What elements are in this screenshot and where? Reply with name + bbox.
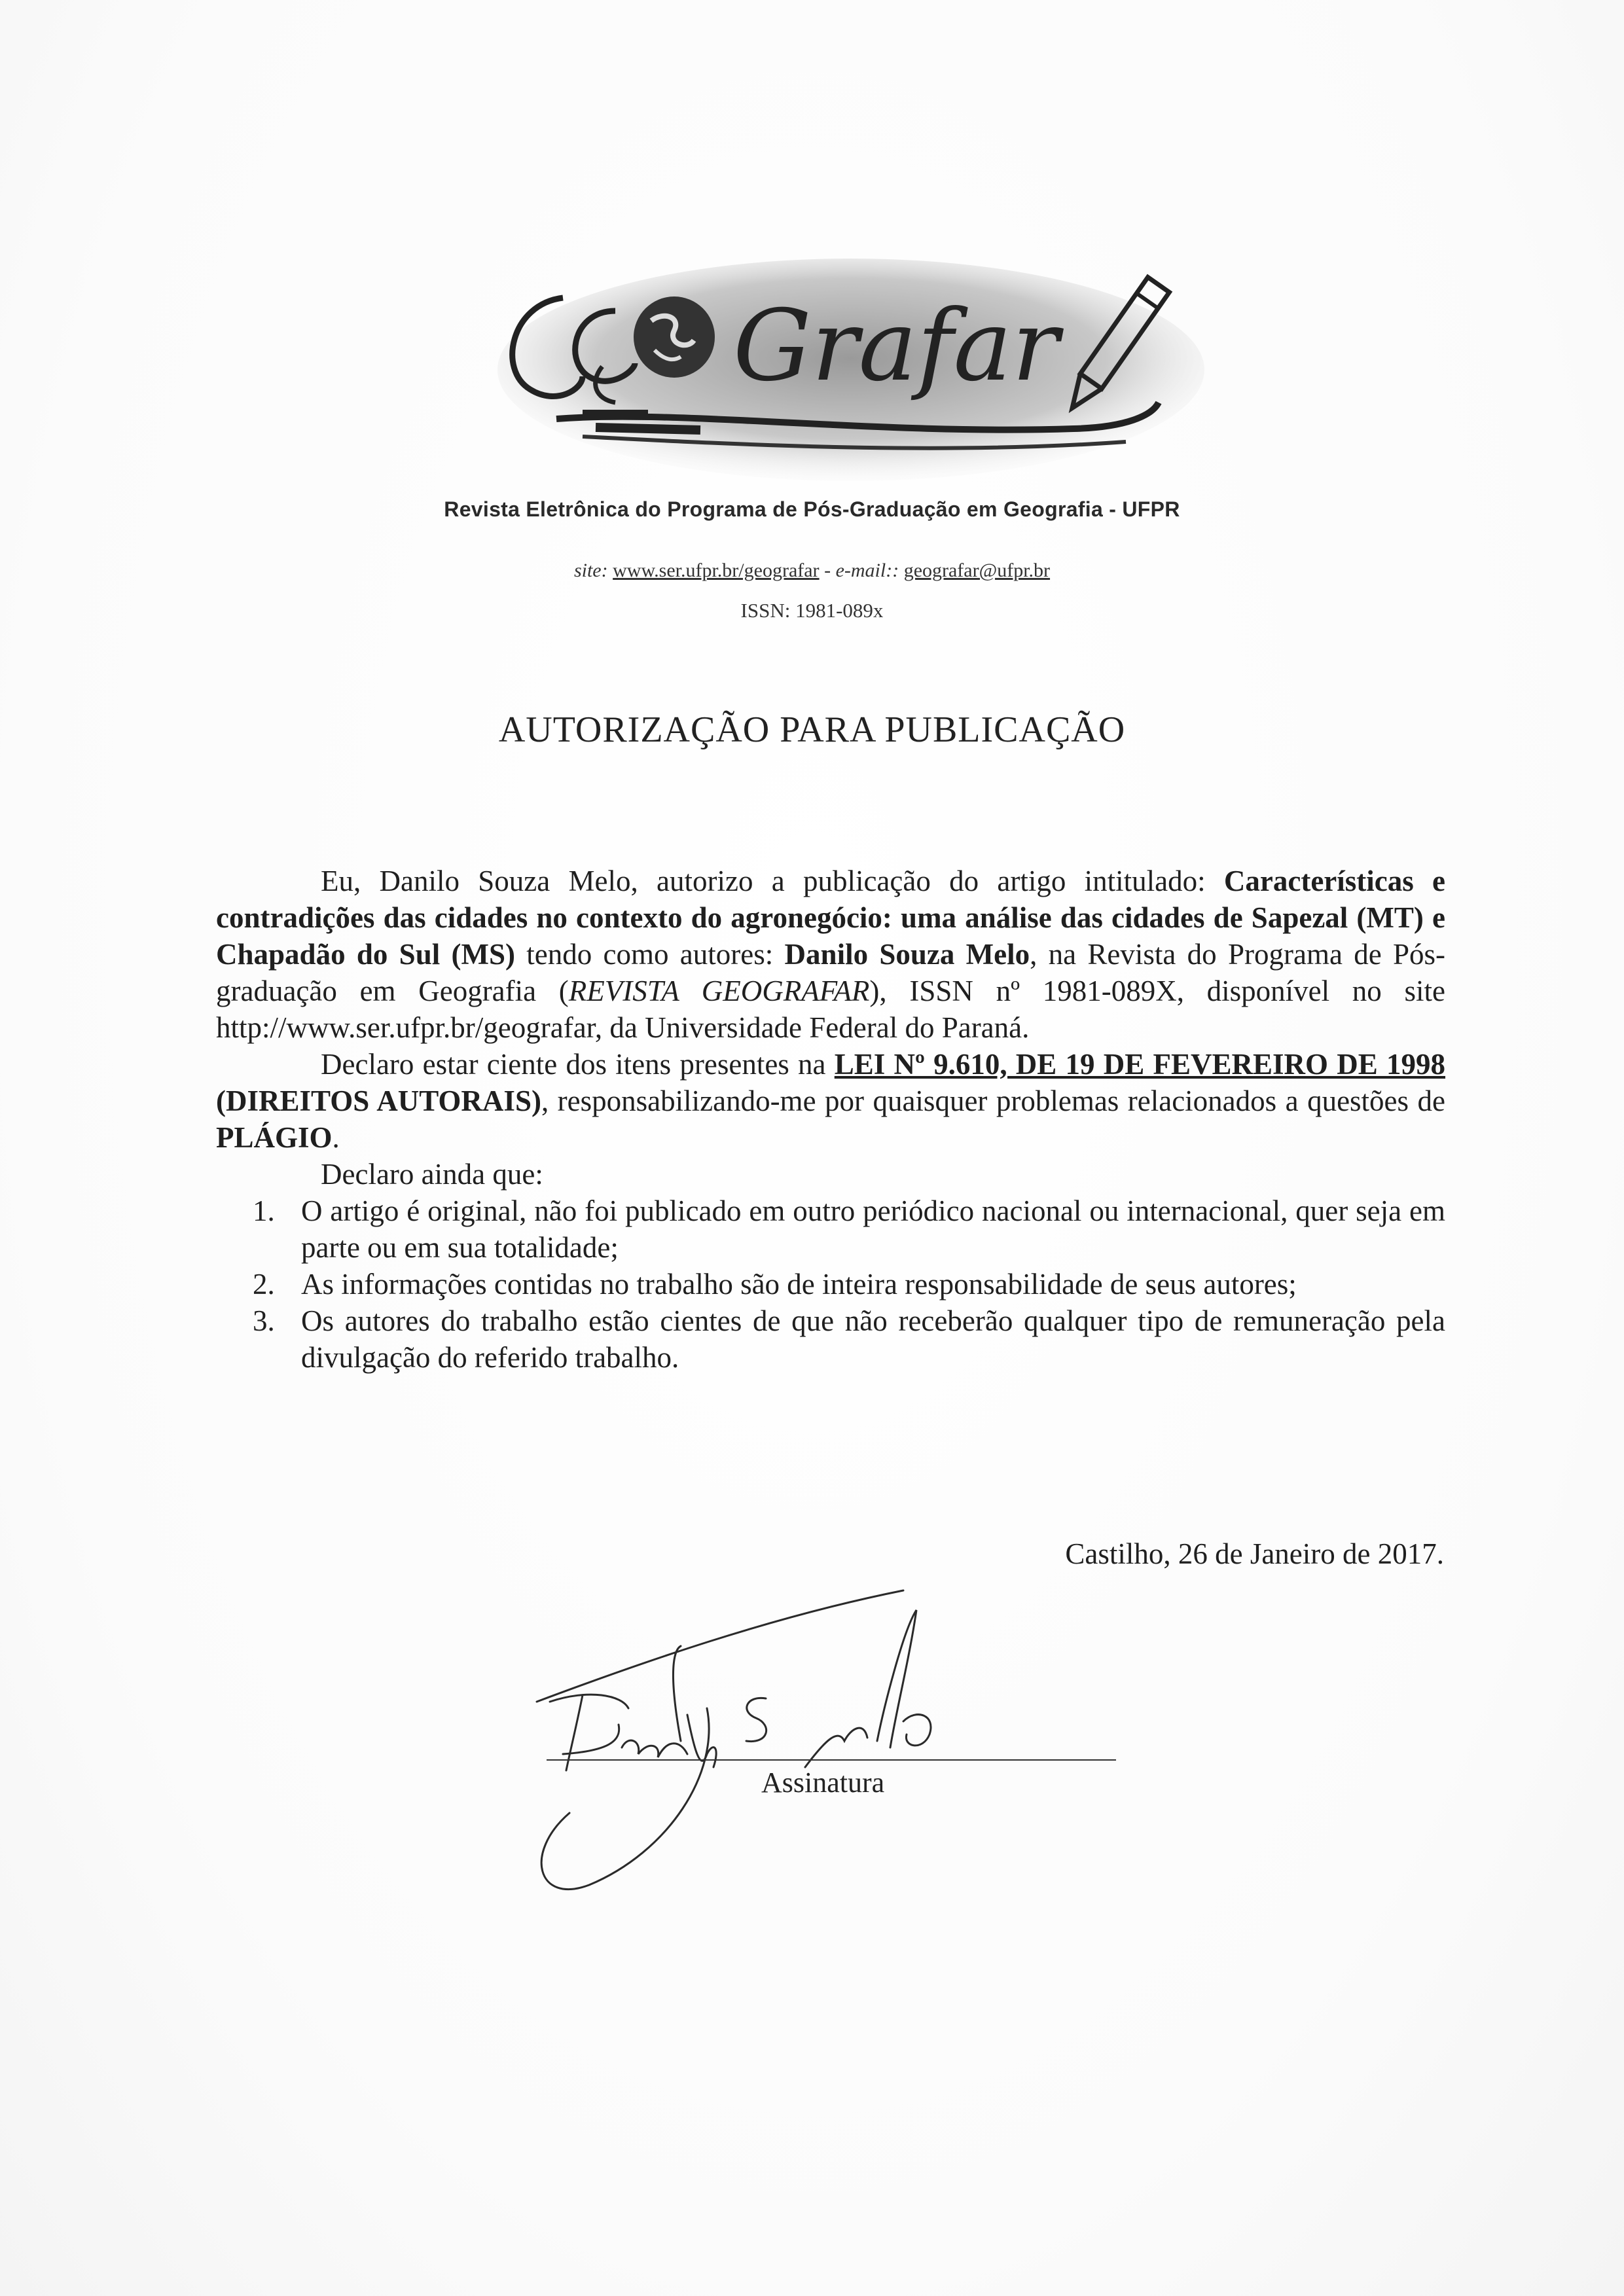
logo-script-text: Grafar [733, 289, 1059, 403]
journal-title: REVISTA GEOGRAFAR [568, 975, 870, 1007]
list-number: 3. [253, 1304, 275, 1337]
declaration-paragraph: Declaro ainda que: [321, 1158, 543, 1191]
declaration-list [216, 1193, 1445, 1376]
law-reference: LEI Nº 9.610, DE 19 DE FEVEREIRO DE 1998 [834, 1048, 1446, 1081]
authors: Danilo Souza Melo [784, 938, 1030, 971]
copyright-label: (DIREITOS AUTORAIS) [216, 1085, 541, 1117]
issn-site-text: ), ISSN nº 1981-089X, disponível no site http://www.ser.ufpr.br/geografar, da Universidade Federal do Paraná. [216, 975, 1445, 1044]
list-number: 1. [253, 1194, 275, 1227]
signature-label: Assinatura [761, 1767, 885, 1799]
law-paragraph: Declaro estar ciente dos itens presentes na LEI Nº 9.610, DE 19 DE FEVEREIRO DE 1998 (DIREITOS AUTORAIS), responsabilizando-me por quaisquer problemas relacionados a questões de PLÁGIO. [216, 1048, 1446, 1154]
site-link[interactable]: www.ser.ufpr.br/geografar [613, 560, 820, 581]
responsibility-text: , responsabilizando-me por quaisquer problemas relacionados a questões de [541, 1085, 1445, 1117]
email-label: e-mail:: [835, 560, 899, 581]
page-title: AUTORIZAÇÃO PARA PUBLICAÇÃO [498, 709, 1126, 750]
article-title: Características e contradições das cidades no contexto do agronegócio: uma análise das cidades de Sapezal (MT) e Chapadão do Sul (MS) [216, 865, 1445, 971]
list-item [216, 1302, 1445, 1376]
law-intro: Declaro estar ciente dos itens presentes na [321, 1048, 835, 1081]
list-text: Os autores do trabalho estão cientes de que não receberão qualquer tipo de remuneração pela divulgação do referido trabalho. [301, 1304, 1445, 1374]
site-label: site: [573, 560, 608, 581]
authors-intro: tendo como autores: [515, 938, 785, 971]
journal-intro: , na Revista do Programa de Pós-graduação em Geografia ( [216, 938, 1445, 1007]
email-link[interactable]: geografar@ufpr.br [903, 560, 1051, 581]
signature-line [547, 1759, 1116, 1761]
list-text: O artigo é original, não foi publicado em outro periódico nacional ou internacional, quer seja em parte ou em sua totalidade; [301, 1194, 1445, 1264]
journal-name: Revista Eletrônica do Programa de Pós-Graduação em Geografia - UFPR [444, 497, 1180, 521]
list-item [216, 1266, 1445, 1302]
date-place: Castilho, 26 de Janeiro de 2017. [1065, 1537, 1444, 1570]
handwritten-signature [511, 1577, 1152, 1892]
list-text: As informações contidas no trabalho são de inteira responsabilidade de seus autores; [301, 1268, 1297, 1300]
list-number: 2. [253, 1268, 275, 1300]
list-item [216, 1193, 1445, 1266]
authorization-paragraph [216, 863, 1445, 1046]
intro-text: Eu, Danilo Souza Melo, autorizo a publicação do artigo intitulado: [321, 865, 1224, 897]
issn: ISSN: 1981-089x [740, 599, 884, 622]
geografar-logo [484, 259, 1224, 494]
separator: - [824, 560, 831, 581]
site-email-line [0, 560, 1624, 582]
document-body [216, 863, 1445, 1376]
plagio-label: PLÁGIO [216, 1121, 333, 1154]
